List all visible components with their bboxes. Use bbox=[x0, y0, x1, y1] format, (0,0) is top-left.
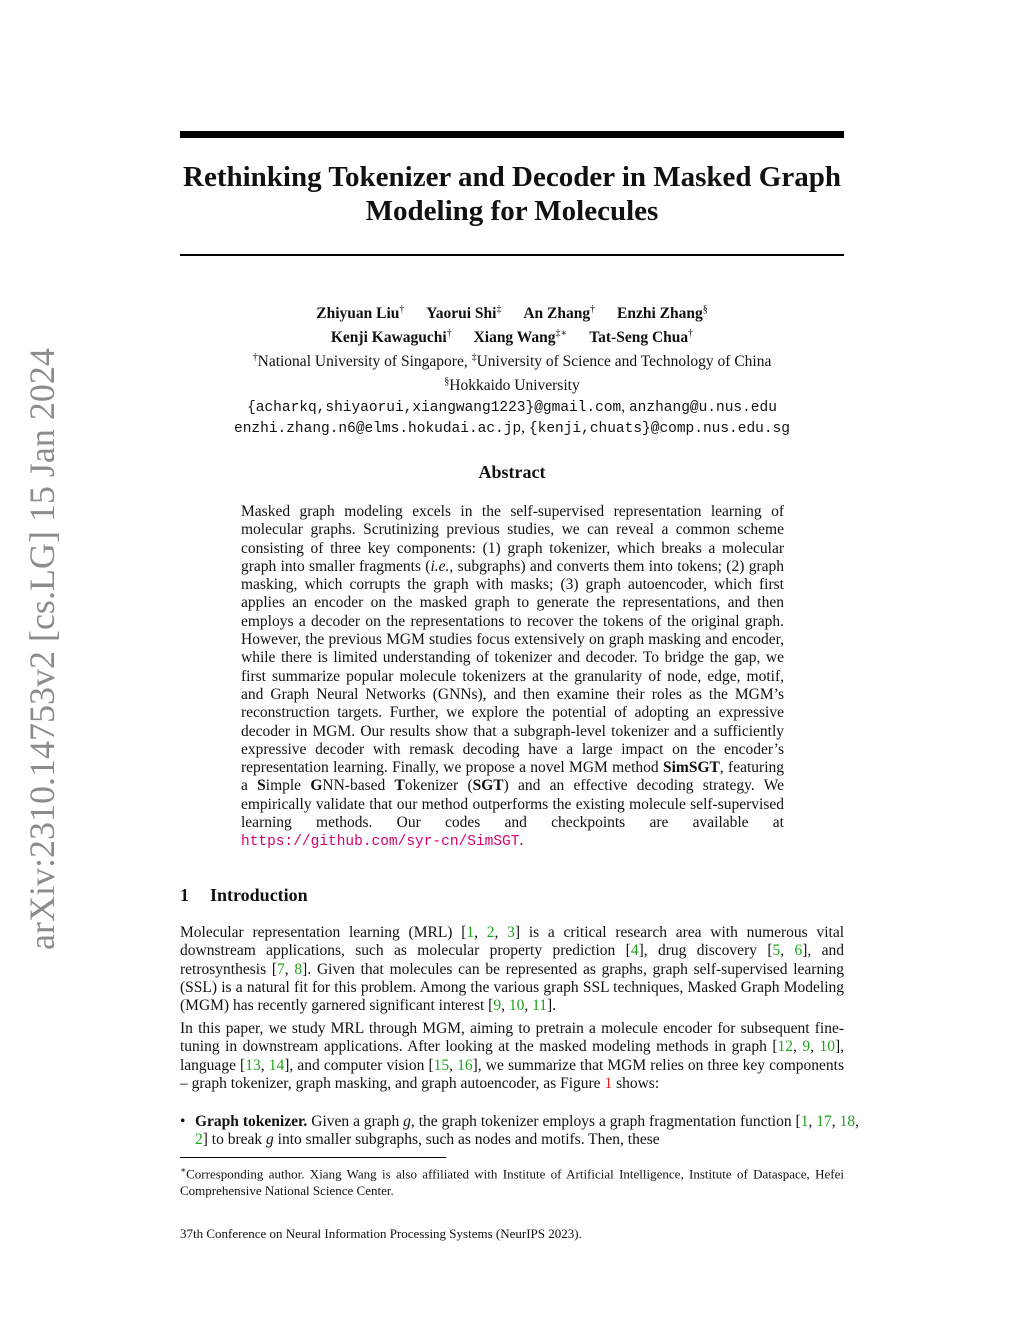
citation-link[interactable]: 10 bbox=[508, 997, 525, 1015]
title-rule-bottom bbox=[180, 254, 844, 256]
author-row-2 bbox=[180, 324, 844, 348]
code-link[interactable]: https://github.com/syr-cn/SimSGT bbox=[241, 834, 520, 851]
section-number: 1 bbox=[180, 885, 189, 905]
bullet-icon: • bbox=[180, 1113, 186, 1130]
citation-link[interactable]: 4 bbox=[630, 942, 639, 960]
author-name: Zhiyuan Liu† bbox=[316, 304, 405, 323]
citation-link[interactable]: 1 bbox=[800, 1113, 809, 1130]
footnote: ∗Corresponding author. Xiang Wang is also affiliated with Institute of Artificial Intelligence, Institute of Dataspace, Hefei Comprehensive National Science Center. bbox=[180, 1165, 844, 1199]
citation-link[interactable]: 13 bbox=[245, 1056, 261, 1074]
citation-link[interactable]: 2 bbox=[486, 924, 495, 941]
citation-link[interactable]: 2 bbox=[195, 1131, 203, 1149]
citation-link[interactable]: 6 bbox=[794, 942, 803, 960]
citation-link[interactable]: 12 bbox=[777, 1038, 794, 1056]
citation-link[interactable]: 14 bbox=[268, 1056, 285, 1074]
citation-link[interactable]: 18 bbox=[839, 1113, 856, 1130]
author-name: Enzhi Zhang§ bbox=[617, 304, 708, 323]
affiliation-line-1: †National University of Singapore, ‡University of Science and Technology of China bbox=[252, 352, 772, 371]
intro-paragraph-2: In this paper, we study MRL through MGM, aiming to pretrain a molecule encoder for subsequent fine-tuning in downstream applications. After looking at the masked modeling methods in graph [12, 9, 10], language [13, 14], and computer vision [15, 16], we summarize that MGM relies on three key components – graph tokenizer, graph masking, and graph autoencoder, as Figure 1 shows: bbox=[180, 1020, 845, 1092]
section-heading-introduction bbox=[180, 885, 844, 906]
section-title: Introduction bbox=[210, 885, 308, 905]
figure-link[interactable]: 1 bbox=[604, 1074, 613, 1092]
citation-link[interactable]: 8 bbox=[294, 960, 303, 978]
citation-link[interactable]: 1 bbox=[466, 924, 475, 941]
citation-link[interactable]: 3 bbox=[507, 924, 515, 941]
citation-link[interactable]: 9 bbox=[493, 997, 502, 1015]
citation-link[interactable]: 9 bbox=[802, 1038, 811, 1056]
arxiv-stamp: arXiv:2310.14753v2 [cs.LG] 15 Jan 2024 bbox=[22, 348, 62, 950]
author-row-1 bbox=[180, 300, 844, 324]
citation-link[interactable]: 17 bbox=[816, 1113, 832, 1130]
intro-paragraph-1: Molecular representation learning (MRL) [1, 2, 3] is a critical research area with numerous vital downstream applications, such as molecular property prediction [4], drug discovery [5, 6], and retrosynthesis [7, 8]. Given that molecules can be represented as graphs, graph self-supervised learning (SSL) is a natural fit for this problem. Among the various graph SSL techniques, Masked Graph Modeling (MGM) has recently garnered significant interest [9, 10, 11]. bbox=[180, 924, 845, 1015]
abstract-text: Masked graph modeling excels in the self-supervised representation learning of molecular graphs. Scrutinizing previous studies, we can reveal a common scheme consisting of three key components: (1) graph tokenizer, which breaks a molecular graph into smaller fragments (i.e., subgraphs) and converts them into tokens; (2) graph masking, which corrupts the graph with masks; (3) graph autoencoder, which first applies an encoder on the masked graph to generate the representations, and then employs a decoder on the representations to recover the tokens of the original graph. However, the previous MGM studies focus extensively on graph masking and encoder, while there is limited understanding of tokenizer and decoder. To bridge the gap, we first summarize popular molecule tokenizers at the granularity of node, edge, motif, and Graph Neural Networks (GNNs), and then examine their roles as the MGM’s reconstruction targets. Further, we explore the potential of adopting an expressive decoder in MGM. Our results show that a subgraph-level tokenizer and a sufficiently expressive decoder with remask decoding have a large impact on the encoder’s representation learning. Finally, we propose a novel MGM method SimSGT, featuring a Simple GNN-based Tokenizer (SGT) and an effective decoding strategy. We empirically validate that our method outperforms the existing molecule self-supervised learning methods. Our codes and checkpoints are available at https://github.com/syr-cn/SimSGT. bbox=[241, 503, 784, 851]
footnote-rule bbox=[180, 1157, 446, 1158]
author-block bbox=[180, 300, 844, 439]
author-name: An Zhang† bbox=[523, 304, 596, 323]
citation-link[interactable]: 10 bbox=[819, 1038, 835, 1056]
citation-link[interactable]: 15 bbox=[433, 1056, 450, 1074]
citation-link[interactable]: 16 bbox=[457, 1056, 473, 1074]
bullet-graph-tokenizer: • Graph tokenizer. Given a graph g, the graph tokenizer employs a graph fragmentation function [1, 17, 18, 2] to break g into smaller subgraphs, such as nodes and motifs. Then, these bbox=[180, 1113, 859, 1149]
title-rule-top bbox=[180, 131, 844, 138]
conference-note: 37th Conference on Neural Information Processing Systems (NeurIPS 2023). bbox=[180, 1226, 582, 1241]
abstract-heading: Abstract bbox=[478, 462, 546, 482]
author-name: Tat-Seng Chua† bbox=[589, 328, 694, 347]
affiliation-line-2: §Hokkaido University bbox=[444, 376, 580, 395]
citation-link[interactable]: 7 bbox=[277, 960, 285, 978]
email-line-1: {acharkq,shiyaorui,xiangwang1223}@gmail.com, anzhang@u.nus.edu bbox=[247, 397, 777, 416]
title-line-1: Rethinking Tokenizer and Decoder in Masked Graph bbox=[183, 161, 841, 193]
author-name: Kenji Kawaguchi† bbox=[330, 328, 452, 347]
citation-link[interactable]: 11 bbox=[532, 997, 548, 1015]
email-line-2: enzhi.zhang.n6@elms.hokudai.ac.jp, {kenji,chuats}@comp.nus.edu.sg bbox=[234, 418, 790, 437]
citation-link[interactable]: 5 bbox=[772, 942, 781, 960]
paper-title bbox=[180, 160, 844, 228]
author-name: Yaorui Shi‡ bbox=[426, 304, 502, 323]
author-name: Xiang Wang‡∗ bbox=[473, 328, 568, 347]
title-line-2: Modeling for Molecules bbox=[365, 195, 659, 227]
